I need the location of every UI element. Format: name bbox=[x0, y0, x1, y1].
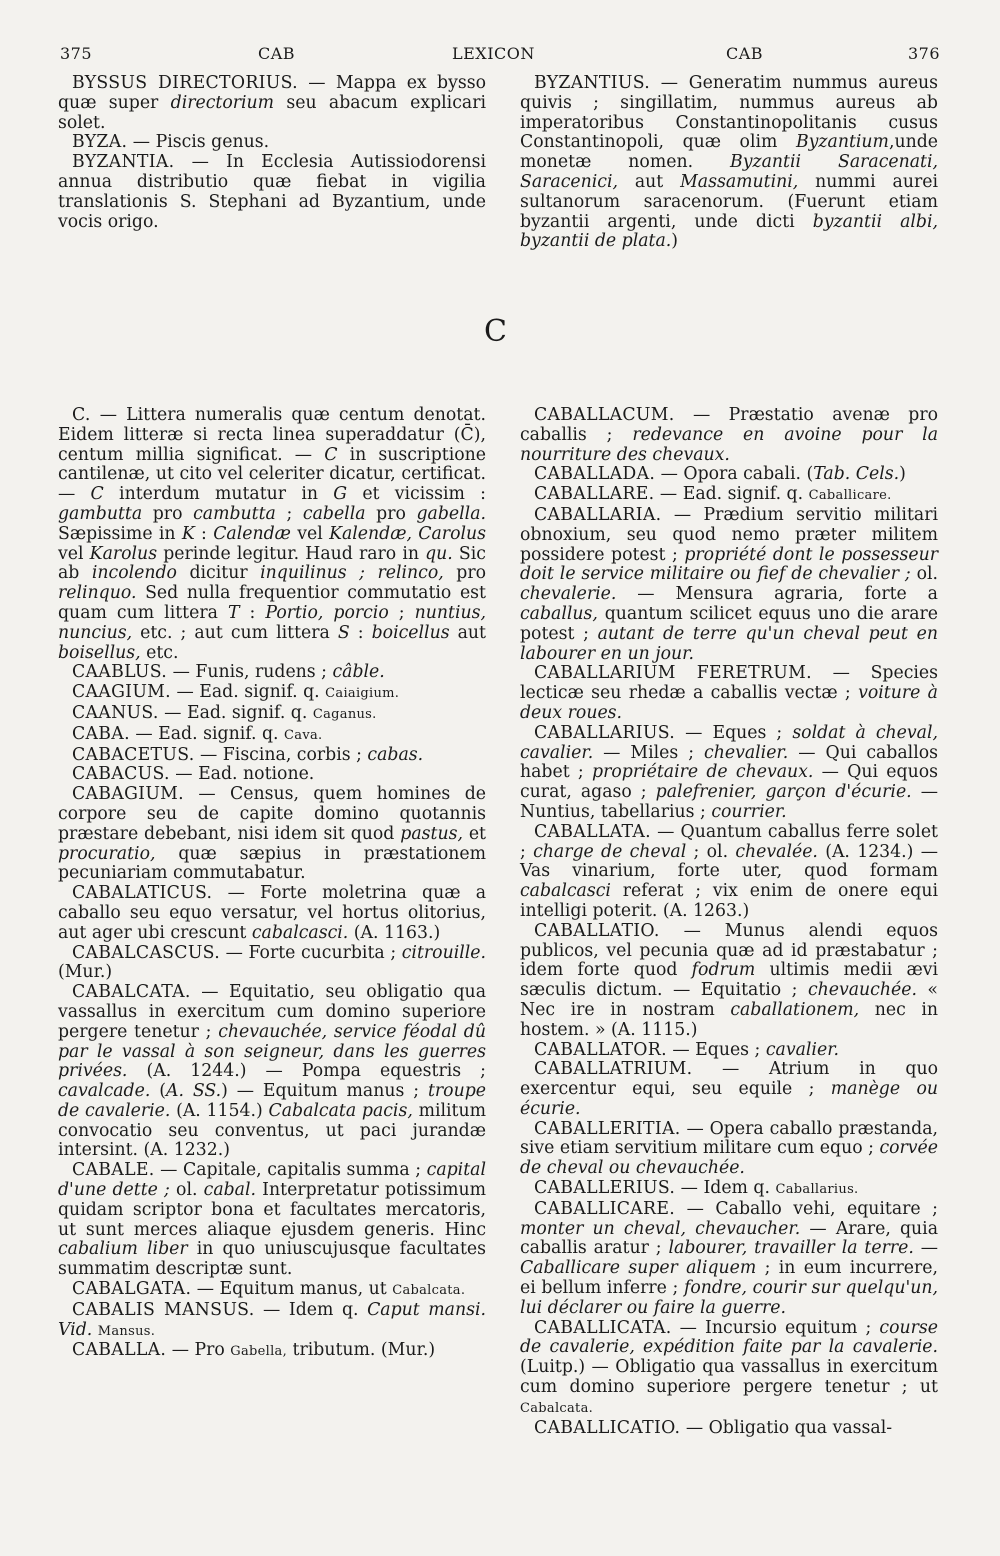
entry-text: ) bbox=[899, 464, 906, 485]
entry-text: referat ; vix enim de onere equi intelligi poterit. (A. 1263.) bbox=[520, 881, 938, 921]
entry-headword: BYZANTIUS. bbox=[534, 73, 651, 93]
italic-gloss: Cabalcata pacis, bbox=[268, 1100, 413, 1121]
entry-headword: CABALLACUM. bbox=[534, 405, 675, 425]
entry-text: quantum scilicet equus uno die arare potest ; bbox=[520, 603, 938, 644]
entry-text: — Incursio equitum ; bbox=[671, 1317, 880, 1338]
italic-gloss: voiture à deux roues. bbox=[520, 683, 938, 723]
entry-headword: CABALLADA. bbox=[534, 464, 656, 485]
entry-text: ) bbox=[671, 231, 679, 252]
dictionary-entry bbox=[520, 1419, 938, 1439]
italic-gloss: chevalerie. bbox=[520, 584, 617, 605]
dictionary-entry bbox=[520, 922, 938, 1041]
italic-gloss: Tab. Cels. bbox=[813, 464, 900, 485]
dictionary-entry bbox=[58, 704, 486, 725]
italic-gloss: caballationem, bbox=[730, 999, 860, 1020]
entry-headword: CABALLICARE. bbox=[534, 1198, 676, 1219]
entry-text: aut bbox=[617, 171, 681, 192]
italic-gloss: Calendæ bbox=[213, 523, 291, 544]
section-letter: C bbox=[484, 314, 507, 349]
entry-text: Interpretatur potissimum quidam scriptor bona et facultates mercatoris, ut sunt merces aliaque ejusdem generis. Hinc bbox=[58, 1180, 486, 1240]
italic-gloss: monter un cheval, chevaucher. bbox=[520, 1218, 801, 1239]
entry-text: quæ sæpius in præstationem pecuniariam commutabatur. bbox=[58, 843, 486, 884]
italic-gloss: nuntius, nuncius, bbox=[58, 602, 487, 643]
entry-headword: CABALLERITIA. bbox=[534, 1118, 681, 1139]
entry-text: — Opera caballo præstanda, sive etiam servitium militare cum equo ; bbox=[520, 1118, 938, 1159]
italic-gloss: Byzantii Saracenati, Saracenici, bbox=[520, 152, 938, 192]
entry-text: ol. bbox=[910, 564, 939, 585]
dictionary-entry bbox=[58, 663, 486, 683]
entry-headword: CABACUS. bbox=[72, 764, 170, 785]
cross-reference: Caganus. bbox=[312, 706, 377, 722]
entry-text: pro bbox=[443, 563, 486, 584]
dictionary-entry bbox=[520, 74, 938, 252]
entry-text: in quo uniuscujusque facultates summatim descriptæ sunt. bbox=[58, 1239, 487, 1280]
entry-text: — Qui caballos habet ; bbox=[520, 742, 939, 783]
dictionary-entry bbox=[58, 765, 486, 785]
entry-text: — Species lecticæ seu rhedæ a caballis vectæ ; bbox=[520, 663, 938, 704]
entry-headword: CABACETUS. bbox=[72, 744, 195, 765]
entry-text: — Ead. signif. q. bbox=[170, 682, 326, 703]
italic-gloss: fodrum bbox=[691, 960, 756, 981]
entry-headword: BYSSUS DIRECTORIUS. bbox=[72, 73, 298, 93]
dictionary-entry bbox=[58, 983, 486, 1161]
entry-text: ,unde monetæ nomen. bbox=[520, 132, 938, 173]
entry-text: pro bbox=[142, 503, 194, 524]
italic-gloss: citrouille. bbox=[401, 942, 486, 963]
italic-gloss: palefrenier, garçon d'écurie. bbox=[655, 782, 912, 803]
entry-text: tributum. (Mur.) bbox=[287, 1340, 436, 1361]
italic-gloss: byzantii albi, byzantii de plata. bbox=[520, 211, 938, 252]
entry-text: (Luitp.) — Obligatio qua vassallus in exercitum cum domino superiore pergere tenetur ; ut bbox=[520, 1357, 938, 1398]
italic-gloss: Byzantium bbox=[795, 132, 889, 153]
entry-text: et vicissim : bbox=[347, 484, 486, 505]
italic-gloss: boisellus, bbox=[58, 642, 141, 663]
dictionary-entry bbox=[520, 1060, 938, 1119]
italic-gloss: pastus, bbox=[400, 823, 463, 844]
entry-text: et bbox=[462, 823, 486, 844]
italic-gloss: autant de terre qu'un cheval peut en labourer en un jour. bbox=[520, 623, 938, 664]
italic-gloss: chevauchée. bbox=[807, 980, 917, 1001]
dictionary-entry bbox=[520, 1120, 938, 1179]
entry-text: « Nec ire in nostram bbox=[520, 980, 938, 1020]
italic-gloss: chevauchée, service féodal dû par le vassal à son seigneur, dans les guerres privées. bbox=[58, 1021, 486, 1082]
left-page-number: 375 bbox=[60, 44, 93, 63]
entry-text: etc. bbox=[140, 642, 179, 663]
entry-text: : bbox=[349, 622, 372, 643]
italic-gloss: troupe de cavalerie. bbox=[58, 1081, 486, 1121]
running-header bbox=[60, 44, 940, 76]
italic-gloss: soldat à cheval, cavalier. bbox=[520, 722, 938, 763]
entry-text: (A. 1244.) — Pompa equestris ; bbox=[127, 1061, 486, 1082]
italic-gloss: Portio, porcio bbox=[265, 602, 389, 623]
entry-text: : bbox=[194, 523, 214, 544]
entry-text: — Arare, quia caballis aratur ; bbox=[520, 1218, 938, 1259]
entry-text: — Littera numeralis quæ centum denotat. Eidem litteræ si recta linea superaddatur (C̄), centum millia significat. — bbox=[58, 405, 486, 465]
entry-headword: CABALLERIUS. bbox=[534, 1178, 676, 1199]
entry-text: Sæpissime in bbox=[58, 523, 182, 544]
italic-gloss: inquilinus ; relinco, bbox=[260, 563, 444, 584]
entry-text: — Miles ; bbox=[593, 742, 705, 763]
italic-gloss: labourer, travailler la terre. bbox=[668, 1238, 914, 1259]
dictionary-entry bbox=[520, 823, 938, 922]
entry-text: in suscriptione cantilenæ, ut cito vel celeriter dicatur, certificat. — bbox=[58, 444, 487, 505]
dictionary-entry bbox=[58, 884, 486, 943]
italic-gloss: propriétaire de chevaux. bbox=[592, 762, 814, 783]
entry-text: (A. 1154.) bbox=[170, 1100, 269, 1121]
entry-text: — Equitatio, seu obligatio qua vassallus in exercitum cum domino superiore pergere tenetur ; bbox=[58, 982, 486, 1042]
entry-text: — Mappa ex bysso quæ super bbox=[58, 73, 486, 113]
italic-gloss: cabella bbox=[302, 503, 366, 524]
italic-gloss: caballus, bbox=[520, 603, 598, 624]
entry-text: — Pro bbox=[166, 1340, 231, 1361]
entry-text: — Quantum caballus ferre solet ; bbox=[520, 821, 938, 862]
top-right-entries bbox=[520, 74, 938, 252]
dictionary-entry bbox=[58, 944, 486, 984]
entry-headword: CABALLARIA. bbox=[534, 504, 662, 525]
entry-headword: BYZA. bbox=[72, 132, 128, 153]
entry-headword: CABALLATOR. bbox=[534, 1039, 667, 1060]
entry-text: ; ol. bbox=[686, 841, 736, 862]
italic-gloss: G bbox=[333, 484, 348, 505]
dictionary-entry bbox=[520, 1319, 938, 1419]
entry-text: (A. 1234.) — Vas vinarium, forte uter, quod formam bbox=[520, 841, 938, 882]
italic-gloss: C bbox=[90, 484, 104, 505]
italic-gloss: T bbox=[227, 602, 240, 623]
entry-text: etc. ; aut cum littera bbox=[132, 622, 338, 643]
entry-text: — Fiscina, corbis ; bbox=[194, 744, 368, 765]
italic-gloss: manège ou écurie. bbox=[520, 1079, 938, 1119]
dictionary-entry bbox=[58, 1341, 486, 1362]
italic-gloss: A. SS. bbox=[165, 1081, 222, 1102]
entry-text: — Ead. notione. bbox=[169, 764, 315, 785]
entry-headword: CABALATICUS. bbox=[72, 883, 213, 904]
entry-text: — Capitale, capitalis summa ; bbox=[154, 1160, 427, 1181]
italic-gloss: incolendo bbox=[91, 563, 177, 584]
entry-text: — Eques ; bbox=[666, 1039, 766, 1060]
entry-text: — Ead. signif. q. bbox=[129, 723, 285, 744]
entry-text: — Idem q. bbox=[675, 1178, 776, 1199]
right-guide-word: CAB bbox=[726, 44, 764, 63]
italic-gloss: procuratio, bbox=[58, 843, 156, 864]
entry-headword: CABALCASCUS. bbox=[72, 942, 221, 963]
entry-headword: CABALE. bbox=[72, 1160, 155, 1181]
entry-text: militum convocatio seu conventus, ut paci jurandæ intersint. (A. 1232.) bbox=[58, 1100, 486, 1161]
entry-text: — Mensura agraria, forte a bbox=[616, 584, 938, 605]
italic-gloss: cabalcasci bbox=[520, 881, 611, 902]
left-guide-word: CAB bbox=[258, 44, 296, 63]
dictionary-entry bbox=[58, 746, 486, 766]
entry-text: dicitur bbox=[176, 563, 261, 584]
entry-text: — Equitum manus, ut bbox=[191, 1279, 393, 1300]
dictionary-entry bbox=[520, 1200, 938, 1319]
dictionary-entry bbox=[58, 1301, 486, 1342]
dictionary-entry bbox=[520, 485, 938, 506]
entry-text: — Funis, rudens ; bbox=[167, 662, 333, 683]
cross-reference: Caiaigium. bbox=[325, 686, 400, 702]
italic-gloss: S bbox=[337, 622, 350, 643]
entry-text: nummi aurei sultanorum saracenorum. (Fuerunt etiam byzantii argenti, unde dicti bbox=[520, 171, 938, 232]
italic-gloss: cabalcasci. bbox=[251, 922, 349, 943]
entry-text: pro bbox=[365, 503, 417, 524]
dictionary-entry bbox=[58, 1161, 486, 1280]
entry-text: vel bbox=[58, 543, 90, 564]
entry-text: ol. bbox=[169, 1180, 204, 1201]
entry-headword: CABALLARE. bbox=[534, 484, 655, 505]
right-column-entries bbox=[520, 406, 938, 1438]
entry-text: — Nuntius, tabellarius ; bbox=[520, 782, 938, 822]
cross-reference: Cabalcata. bbox=[520, 1400, 594, 1416]
dictionary-entry bbox=[520, 724, 938, 823]
italic-gloss: C bbox=[324, 444, 338, 465]
entry-text: ; bbox=[388, 602, 415, 623]
entry-text: — In Ecclesia Autissiodorensi annua distributio quæ fiebat in vigilia translationis S. Stephani ad Byzantium, unde vocis origo. bbox=[58, 152, 486, 232]
italic-gloss: boicellus bbox=[371, 622, 450, 643]
italic-gloss: cavalier. bbox=[765, 1039, 840, 1060]
entry-text: (A. 1163.) bbox=[348, 922, 441, 943]
italic-gloss: chevalier. bbox=[704, 742, 789, 763]
dictionary-entry bbox=[58, 725, 486, 746]
entry-text: — Qui equos curat, agaso ; bbox=[520, 762, 938, 803]
entry-headword: CABALLATRIUM. bbox=[534, 1059, 693, 1080]
entry-headword: CAABLUS. bbox=[72, 662, 168, 683]
entry-text: ; bbox=[275, 503, 303, 524]
italic-gloss: Vid. bbox=[58, 1319, 93, 1340]
italic-gloss: fondre, courir sur quelqu'un, lui déclarer ou faire la guerre. bbox=[520, 1278, 938, 1318]
entry-headword: CABALLARIUM FERETRUM. bbox=[534, 663, 812, 684]
entry-headword: CABA. bbox=[72, 723, 130, 744]
italic-gloss: cavalcade. bbox=[58, 1081, 151, 1102]
entry-text: : bbox=[239, 602, 266, 623]
entry-text: Sed nulla frequentior commutatio est quam cum littera bbox=[58, 583, 486, 623]
entry-text: — Generatim nummus aureus quivis ; singillatim, nummus aureus ab imperatoribus Constantinopolitanis cusus Constantinopoli, quæ olim bbox=[520, 73, 938, 153]
entry-text: ( bbox=[150, 1081, 166, 1102]
entry-text: — Ead. signif. q. bbox=[158, 702, 313, 723]
entry-headword: CAANUS. bbox=[72, 702, 159, 723]
dictionary-entry bbox=[520, 406, 938, 465]
italic-gloss: chevalée. bbox=[735, 841, 818, 862]
italic-gloss: K bbox=[181, 523, 195, 544]
italic-gloss: gambutta bbox=[58, 503, 143, 524]
italic-gloss: cabalium liber bbox=[58, 1239, 188, 1260]
cross-reference: Caballicare. bbox=[808, 488, 892, 504]
entry-text: — bbox=[913, 1238, 938, 1259]
italic-gloss: redevance en avoine pour la nourriture des chevaux. bbox=[520, 424, 939, 465]
entry-text: ultimis medii ævi sæculis dictum. — Equitatio ; bbox=[520, 960, 938, 1001]
cross-reference: Gabella, bbox=[230, 1344, 288, 1360]
dictionary-entry bbox=[58, 74, 486, 133]
dictionary-entry bbox=[58, 153, 486, 232]
italic-gloss: Karolus bbox=[89, 543, 158, 564]
entry-text: interdum mutatur in bbox=[103, 484, 334, 505]
dictionary-entry bbox=[58, 133, 486, 153]
cross-reference: Cabalcata. bbox=[392, 1283, 466, 1299]
italic-gloss: Massamutini, bbox=[680, 171, 799, 192]
italic-gloss: corvée de cheval ou chevauchée. bbox=[520, 1138, 938, 1179]
italic-gloss: Kalendæ, bbox=[329, 523, 412, 544]
italic-gloss: cabal. bbox=[203, 1180, 257, 1201]
italic-gloss: capital d'une dette ; bbox=[58, 1160, 486, 1201]
entry-headword: CABALLA. bbox=[72, 1340, 167, 1361]
left-column-entries bbox=[58, 406, 486, 1362]
italic-gloss: Carolus bbox=[418, 523, 486, 544]
entry-text: — Præstatio avenæ pro caballis ; bbox=[520, 405, 938, 445]
entry-text: — Munus alendi equos publicos, vel pecunia quæ ad id præstabatur ; idem forte quod bbox=[520, 920, 938, 981]
dictionary-entry bbox=[520, 465, 938, 485]
entry-headword: CABALLICATIO. bbox=[534, 1417, 681, 1438]
entry-text: — Eques ; bbox=[675, 722, 793, 743]
entry-text: — Atrium in quo exercentur equi, seu equile ; bbox=[520, 1059, 938, 1100]
entry-text: — Prædium servitio militari obnoxium, seu quod nemo præter militem possidere potest ; bbox=[520, 504, 938, 565]
dictionary-entry bbox=[520, 1179, 938, 1200]
dictionary-entry bbox=[520, 664, 938, 723]
top-left-entries bbox=[58, 74, 486, 232]
entry-text: nec in hostem. » (A. 1115.) bbox=[520, 999, 938, 1040]
entry-text: — Opora cabali. ( bbox=[655, 464, 814, 485]
entry-text: perinde legitur. Haud raro in bbox=[157, 543, 426, 564]
entry-text: — Piscis genus. bbox=[127, 132, 270, 153]
entry-headword: CABALLARIUS. bbox=[534, 722, 676, 743]
entry-headword: CABALGATA. bbox=[72, 1279, 192, 1300]
dictionary-entry bbox=[520, 506, 938, 664]
italic-gloss: gabella. bbox=[416, 503, 487, 524]
entry-text: — Caballo vehi, equitare ; bbox=[675, 1198, 938, 1219]
italic-gloss: charge de cheval bbox=[533, 841, 687, 862]
italic-gloss: directorium bbox=[170, 92, 275, 113]
dictionary-entry bbox=[58, 785, 486, 884]
entry-headword: CAAGIUM. bbox=[72, 682, 171, 703]
right-page-number: 376 bbox=[907, 44, 940, 63]
cross-reference: Cava. bbox=[284, 727, 323, 743]
entry-headword: CABALLATIO. bbox=[534, 920, 660, 941]
italic-gloss: Caballicare super aliquem bbox=[520, 1258, 757, 1279]
entry-text: ; in eum incurrere, ei bellum inferre ; bbox=[520, 1258, 938, 1299]
entry-text: — Forte cucurbita ; bbox=[220, 942, 402, 963]
entry-text: Sic ab bbox=[58, 543, 486, 584]
italic-gloss: Caput mansi. bbox=[367, 1299, 486, 1320]
entry-headword: CABALLICATA. bbox=[534, 1317, 672, 1338]
italic-gloss: course de cavalerie, expédition faite par la cavalerie. bbox=[520, 1317, 938, 1358]
italic-gloss: relinquo. bbox=[58, 583, 137, 604]
entry-headword: BYZANTIA. bbox=[72, 152, 175, 173]
entry-text: — Idem q. bbox=[254, 1299, 368, 1320]
dictionary-entry bbox=[58, 683, 486, 704]
italic-gloss: cabas. bbox=[367, 744, 424, 765]
entry-headword: CABAGIUM. bbox=[72, 784, 184, 805]
italic-gloss: courrier. bbox=[711, 801, 787, 822]
cross-reference: Caballarius. bbox=[775, 1182, 859, 1198]
dictionary-entry bbox=[58, 406, 486, 663]
italic-gloss: qu. bbox=[425, 543, 453, 564]
header-title: LEXICON bbox=[452, 44, 535, 63]
entry-text: vel bbox=[290, 523, 330, 544]
entry-text: — Forte moletrina quæ a caballo seu equo versatur, vel hortus olitorius, aut ager ubi crescunt bbox=[58, 883, 486, 943]
entry-text: (Mur.) bbox=[58, 962, 113, 983]
dictionary-entry bbox=[520, 1041, 938, 1061]
entry-headword: CABALCATA. bbox=[72, 982, 191, 1003]
entry-headword: C. bbox=[72, 405, 91, 425]
italic-gloss: câble. bbox=[332, 662, 385, 683]
entry-text: — Ead. signif. q. bbox=[654, 484, 809, 505]
entry-headword: CABALLATA. bbox=[534, 821, 651, 842]
cross-reference: Mansus. bbox=[97, 1323, 156, 1339]
entry-text: seu abacum explicari solet. bbox=[58, 92, 486, 133]
italic-gloss: propriété dont le possesseur doit le service militaire ou fief de chevalier ; bbox=[520, 544, 938, 585]
entry-text: ) — Equitum manus ; bbox=[221, 1081, 428, 1102]
entry-headword: CABALIS MANSUS. bbox=[72, 1299, 255, 1320]
entry-text: aut bbox=[449, 622, 487, 643]
dictionary-entry bbox=[58, 1280, 486, 1301]
entry-text: — Census, quem homines de corpore seu de capite domino quotannis præstare debebant, nisi idem sit quod bbox=[58, 784, 486, 844]
entry-text: — Obligatio qua vassal- bbox=[680, 1417, 893, 1438]
italic-gloss: cambutta bbox=[193, 503, 276, 524]
